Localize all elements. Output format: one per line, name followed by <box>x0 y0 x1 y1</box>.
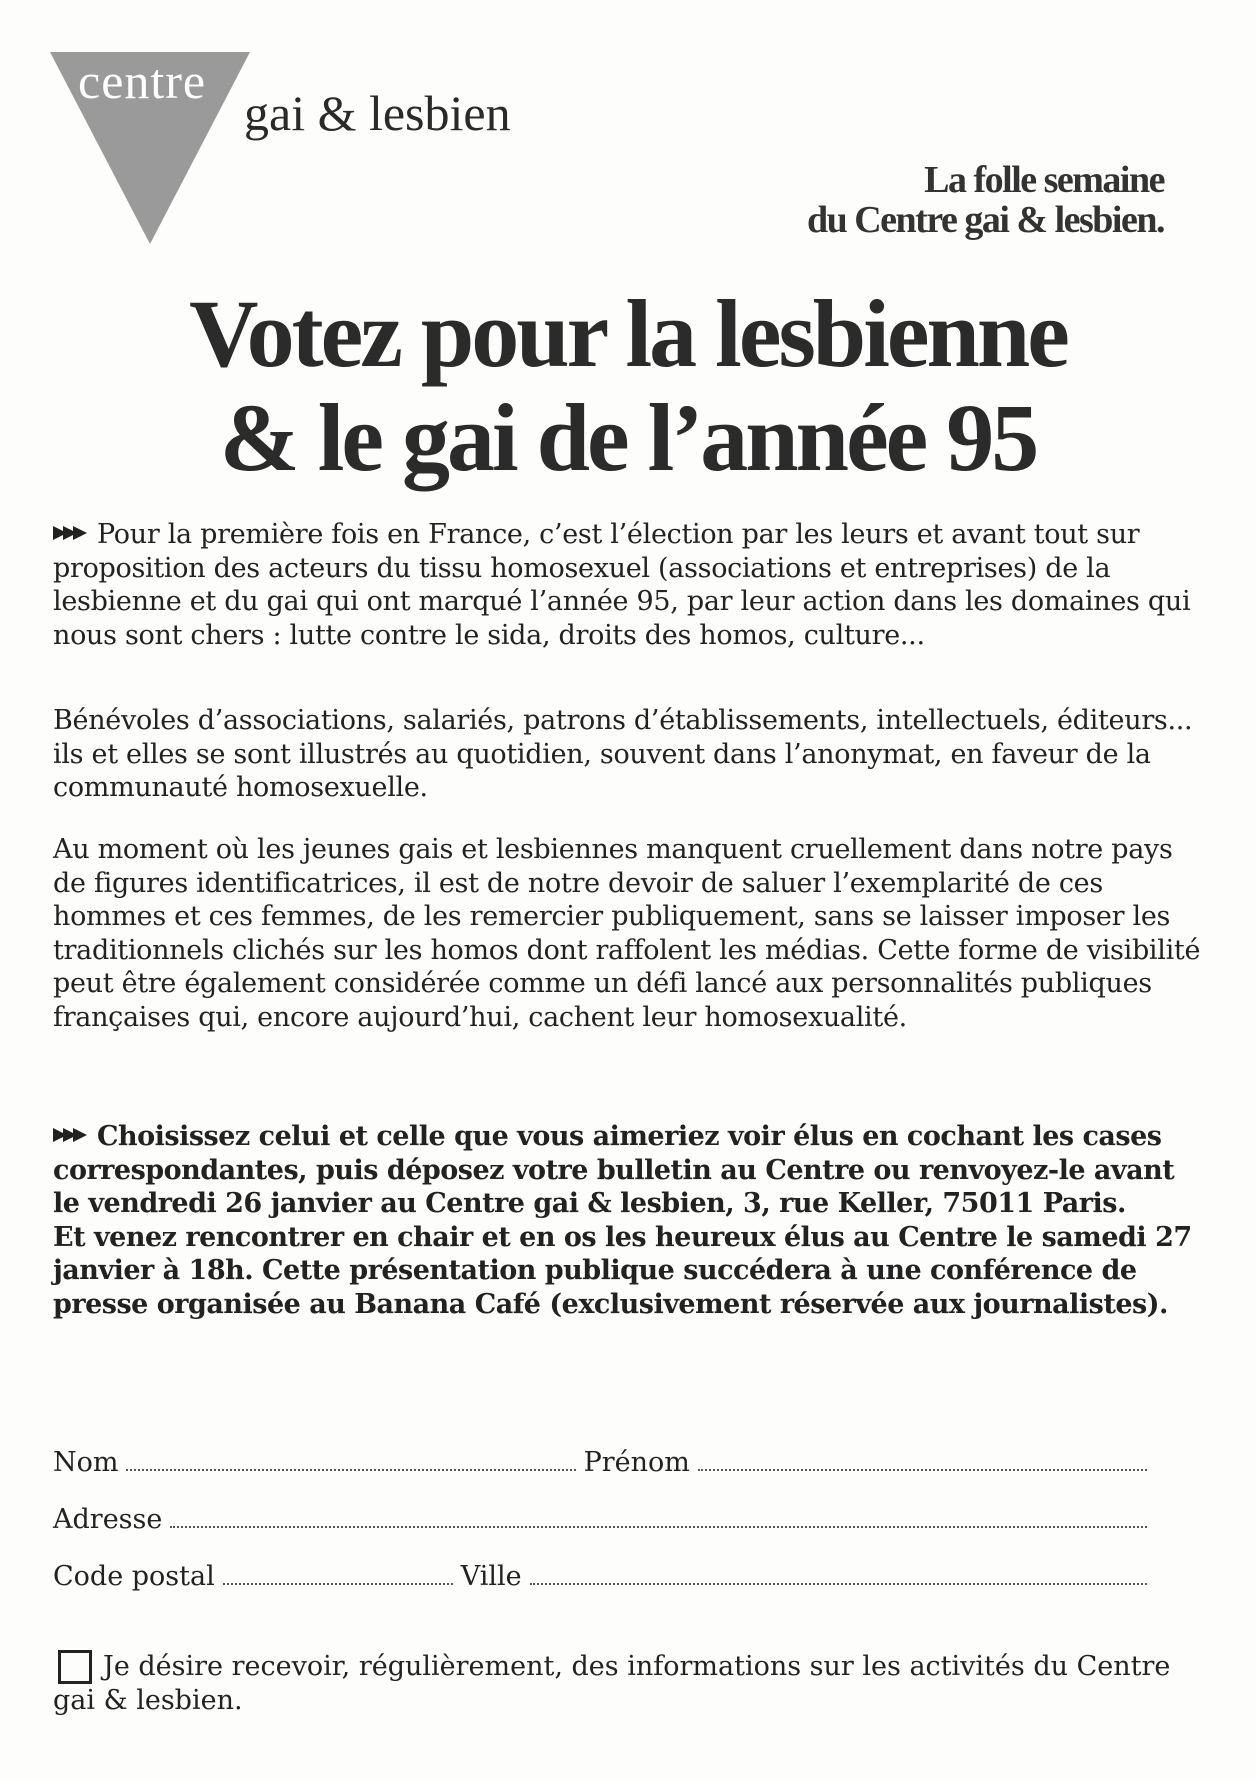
form-row-name <box>53 1447 1155 1487</box>
paragraph-3-text: Au moment où les jeunes gais et lesbiennes manquent cruellement dans notre pays de figures identificatrices, il est de notre devoir de saluer l’exemplarité de ces hommes et ces femmes, de les remercier publiquement, sans se laisser imposer les traditionnels clichés sur les homos dont raffolent les médias. Cette forme de visibilité peut être également considérée comme un défi lancé aux personnalités publiques françaises qui, encore aujourd’hui, cachent leur homosexualité. <box>53 834 1201 1033</box>
tagline-line-1: La folle semaine <box>924 159 1164 201</box>
form-row-city <box>53 1561 1155 1601</box>
ville-label: Ville <box>460 1561 522 1592</box>
tagline-line-2: du Centre gai & lesbien. <box>806 199 1164 241</box>
paragraph-instructions <box>53 1120 1203 1321</box>
logo-gai-lesbien-text: gai & lesbien <box>244 85 511 141</box>
title-line-2: & le gai de l’année 95 <box>219 384 1037 491</box>
paragraph-volunteers <box>53 704 1203 805</box>
code-postal-field[interactable] <box>223 1561 453 1585</box>
nom-label: Nom <box>53 1447 119 1478</box>
prenom-label: Prénom <box>583 1447 690 1478</box>
form-row-address <box>53 1504 1155 1544</box>
paragraph-1-text: Pour la première fois en France, c’est l’élection par les leurs et avant tout sur proposition des acteurs du tissu homosexuel (associations et entreprises) de la lesbienne et du gai qui ont marqué l’année 95, par leur action dans les domaines qui nous sont chers : lutte contre le sida, droits des homos, culture... <box>53 519 1191 651</box>
double-arrow-icon <box>53 1119 89 1153</box>
double-arrow-icon <box>53 517 89 551</box>
adresse-label: Adresse <box>53 1504 163 1535</box>
paragraph-visibility <box>53 833 1203 1034</box>
paragraph-intro <box>53 518 1203 652</box>
paragraph-2-text: Bénévoles d’associations, salariés, patrons d’établissements, intellectuels, éditeurs... ils et elles se sont illustrés au quotidien, souvent dans l’anonymat, en faveur de la communauté homosexuelle. <box>53 705 1193 803</box>
paragraph-4-text: Choisissez celui et celle que vous aimeriez voir élus en cochant les cases correspondantes, puis déposez votre bulletin au Centre ou renvoyez-le avant le vendredi 26 janvier au Centre gai & lesbien, 3, rue Keller, 75011 Paris. <box>53 1121 1175 1219</box>
paragraph-5-text: Et venez rencontrer en chair et en os les heureux élus au Centre le samedi 27 janvier à 18h. Cette présentation publique succédera à une conférence de presse organisée au Banana Café (exclusivement réservée aux journalistes). <box>53 1221 1192 1320</box>
ville-field[interactable] <box>530 1561 1147 1585</box>
logo-centre-text: centre <box>78 53 207 109</box>
newsletter-label: Je désire recevoir, régulièrement, des informations sur les activités du Centre gai & lesbien. <box>53 1651 1171 1716</box>
prenom-field[interactable] <box>698 1447 1147 1471</box>
code-postal-label: Code postal <box>53 1561 215 1592</box>
title-line-1: Votez pour la lesbienne <box>189 280 1067 387</box>
nom-field[interactable] <box>126 1447 575 1471</box>
tagline <box>807 160 1164 240</box>
adresse-field[interactable] <box>170 1504 1147 1528</box>
page-title <box>40 282 1216 490</box>
